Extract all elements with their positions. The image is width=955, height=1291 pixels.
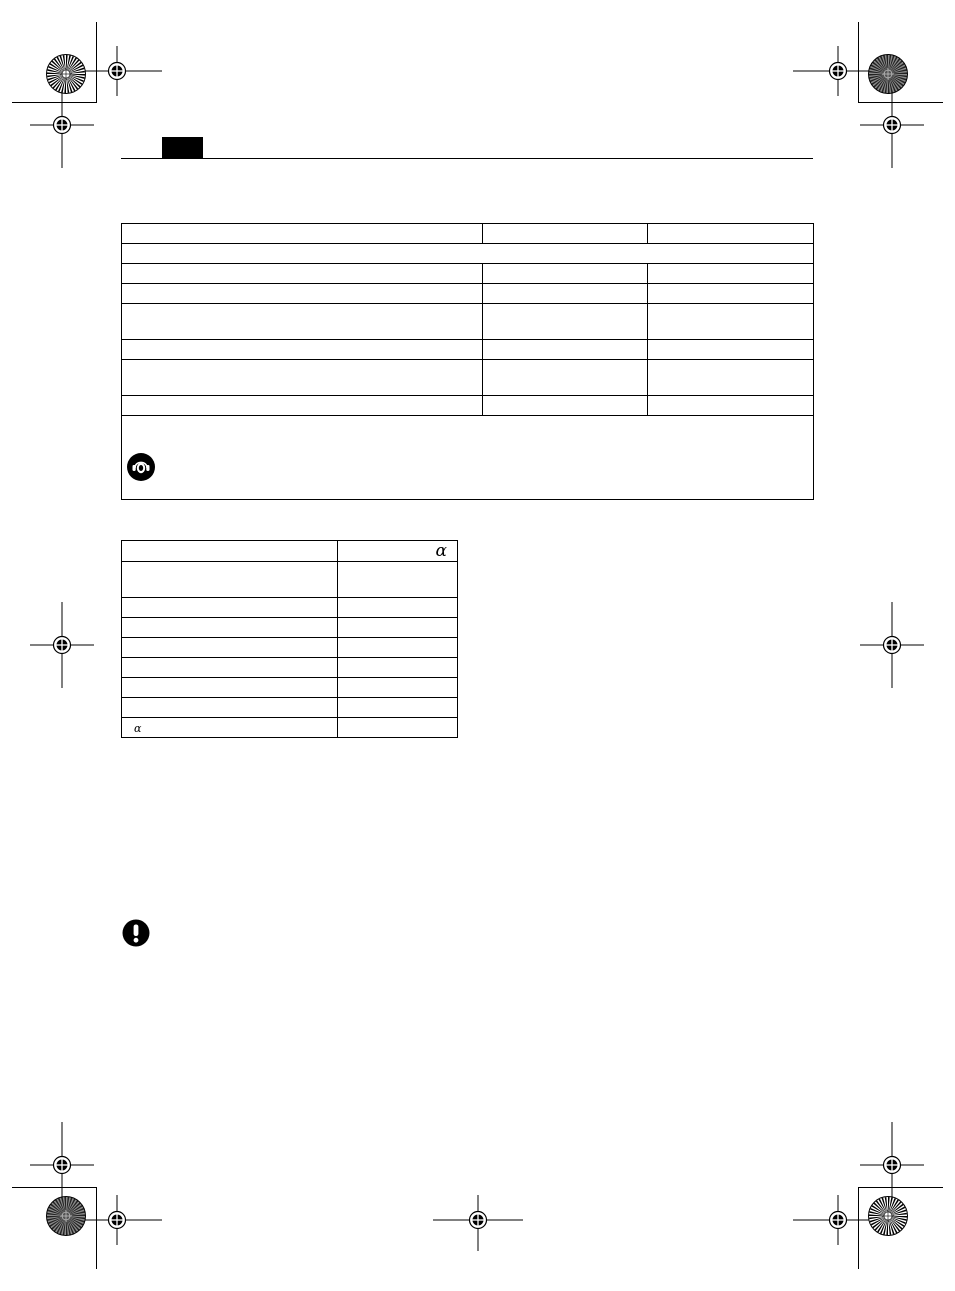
table-cell [338,718,458,738]
table-row [122,360,814,396]
table-row [122,658,458,678]
table-row [122,718,458,738]
table-cell [338,598,458,618]
table-row [122,224,814,244]
table-row [122,638,458,658]
table-row [122,678,458,698]
table-row [122,698,458,718]
table-cell [122,618,338,638]
technical-data-table [121,223,814,500]
table-cell [648,340,814,360]
table-cell [483,304,648,340]
angle-symbol: α [435,541,447,561]
table-cell [122,264,483,284]
registration-crosshair-icon [30,82,94,168]
table-row [122,562,458,598]
table-cell [648,264,814,284]
table-row [122,618,458,638]
page-language-tab [162,137,203,158]
table-cell [122,718,338,738]
table-cell [338,678,458,698]
star-rosette-icon [868,54,908,94]
star-rosette-icon [46,54,86,94]
table-cell [648,396,814,416]
table-cell [122,224,483,244]
table-cell [338,698,458,718]
registration-crosshair-icon [860,82,924,168]
table-cell [122,244,814,264]
ear-protection-icon [126,452,156,482]
table-row [122,284,814,304]
table-cell [338,638,458,658]
noise-note-cell [122,416,814,500]
table-cell [122,698,338,718]
table-cell [122,638,338,658]
table-row [122,416,814,500]
table-row [122,541,458,562]
table-cell [122,284,483,304]
table-cell [122,340,483,360]
table-cell [122,304,483,340]
table-row [122,396,814,416]
table-row [122,264,814,284]
header-rule [121,158,813,159]
table-cell [122,658,338,678]
table-row [122,304,814,340]
table-cell [483,224,648,244]
table-cell [122,678,338,698]
cutting-angle-table [121,540,458,738]
table-cell [338,618,458,638]
table-cell [648,304,814,340]
table-cell [483,340,648,360]
table-cell [338,541,458,562]
exclamation-icon [122,919,150,947]
angle-symbol: α [134,721,142,735]
table-cell [483,284,648,304]
table-cell [483,396,648,416]
table-row [122,244,814,264]
star-rosette-icon [46,1196,86,1236]
table-cell [648,360,814,396]
table-cell [483,264,648,284]
table-cell [122,562,338,598]
table-cell [338,562,458,598]
table-cell [122,360,483,396]
registration-crosshair-icon [860,602,924,688]
table-cell [122,396,483,416]
star-rosette-icon [868,1196,908,1236]
table-cell [122,541,338,562]
registration-crosshair-icon [30,602,94,688]
table-cell [483,360,648,396]
table-cell [648,224,814,244]
table-cell [648,284,814,304]
table-row [122,340,814,360]
table-cell [338,658,458,678]
table-cell [122,598,338,618]
table-row [122,598,458,618]
registration-crosshair-icon [433,1195,523,1251]
